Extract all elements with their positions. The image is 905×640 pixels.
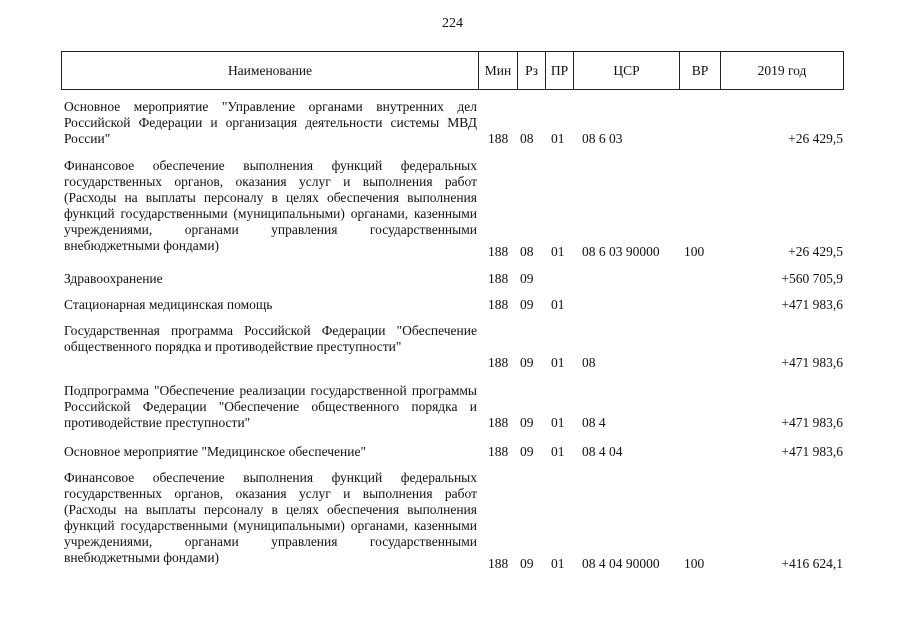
row-name: Основное мероприятие "Медицинское обеспечение"	[64, 444, 366, 459]
header-rz: Рз	[518, 52, 546, 89]
row-amount: +26 429,5	[788, 131, 843, 146]
row-amount: +26 429,5	[788, 244, 843, 259]
header-year: 2019 год	[757, 62, 807, 78]
table-row	[0, 444, 905, 460]
row-name: Государственная программа Российской Федерации "Обеспечение общественного порядка и противодействие преступности"	[64, 323, 477, 354]
table-row	[0, 271, 905, 287]
row-name: Здравоохранение	[64, 271, 163, 286]
row-pr: 01	[551, 244, 565, 259]
row-csr: 08 4	[582, 415, 606, 430]
row-name: Стационарная медицинская помощь	[64, 297, 273, 312]
row-pr: 01	[551, 131, 565, 146]
table-row	[0, 470, 905, 572]
row-rz: 09	[520, 556, 534, 571]
row-csr: 08 6 03 90000	[582, 244, 660, 259]
header-pr: ПР	[546, 52, 574, 89]
table-row	[0, 383, 905, 431]
row-rz: 09	[520, 271, 534, 286]
header-csr: ЦСР	[574, 52, 680, 89]
row-pr: 01	[551, 355, 565, 370]
row-csr: 08	[582, 355, 596, 370]
row-rz: 09	[520, 297, 534, 312]
row-csr: 08 6 03	[582, 131, 623, 146]
row-amount: +471 983,6	[781, 415, 843, 430]
row-pr: 01	[551, 444, 565, 459]
row-min: 188	[488, 271, 509, 286]
row-min: 188	[488, 444, 509, 459]
row-amount: +471 983,6	[781, 444, 843, 459]
row-name: Основное мероприятие "Управление органами внутренних дел Российской Федерации и организация деятельности системы МВД России"	[64, 99, 477, 146]
row-amount: +416 624,1	[781, 556, 843, 571]
header-min: Мин	[479, 52, 518, 89]
row-pr: 01	[551, 556, 565, 571]
row-min: 188	[488, 131, 509, 146]
row-min: 188	[488, 244, 509, 259]
row-amount: +471 983,6	[781, 355, 843, 370]
row-csr: 08 4 04	[582, 444, 623, 459]
row-min: 188	[488, 415, 509, 430]
header-vr: ВР	[680, 52, 721, 89]
table-row	[0, 323, 905, 371]
row-rz: 09	[520, 444, 534, 459]
header-name: Наименование	[62, 52, 479, 89]
row-vr: 100	[684, 556, 705, 571]
row-min: 188	[488, 297, 509, 312]
row-rz: 09	[520, 415, 534, 430]
row-csr: 08 4 04 90000	[582, 556, 660, 571]
row-pr: 01	[551, 415, 565, 430]
table-row	[0, 99, 905, 147]
table-row	[0, 158, 905, 260]
row-min: 188	[488, 556, 509, 571]
row-rz: 09	[520, 355, 534, 370]
table-header	[61, 51, 844, 90]
row-amount: +471 983,6	[781, 297, 843, 312]
row-name: Финансовое обеспечение выполнения функций федеральных государственных органов, оказания услуг и выполнения работ (Расходы на выплаты персоналу в целях обеспечения выполнения функций государственными (муниципальными) органами, казенными учреждениями, органами управления государственными внебюджетными фондами)	[64, 158, 477, 253]
row-name: Финансовое обеспечение выполнения функций федеральных государственных органов, оказания услуг и выполнения работ (Расходы на выплаты персоналу в целях обеспечения выполнения функций государственными (муниципальными) органами, казенными учреждениями, органами управления государственными внебюджетными фондами)	[64, 470, 477, 565]
row-rz: 08	[520, 244, 534, 259]
row-amount: +560 705,9	[781, 271, 843, 286]
row-pr: 01	[551, 297, 565, 312]
row-rz: 08	[520, 131, 534, 146]
row-name: Подпрограмма "Обеспечение реализации государственной программы Российской Федерации "Обеспечение общественного порядка и противодействие преступности"	[64, 383, 477, 430]
table-row	[0, 297, 905, 313]
row-vr: 100	[684, 244, 705, 259]
row-min: 188	[488, 355, 509, 370]
page-number: 224	[442, 16, 463, 31]
